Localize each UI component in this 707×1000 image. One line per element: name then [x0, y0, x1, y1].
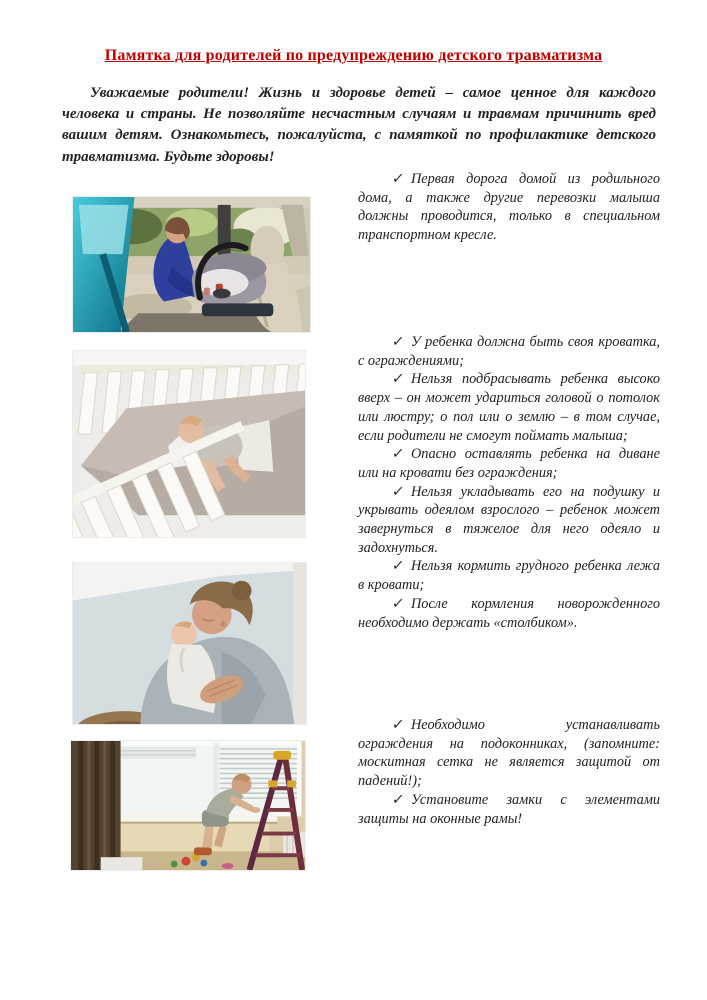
- bullet-text: Необходимо устанавливать ограждения на подоконниках, (запомните: москитная сетка не является защитой от падений!);: [358, 717, 660, 790]
- crib-illustration: [73, 351, 305, 537]
- bullet-item: [358, 791, 660, 828]
- check-icon: ✓: [390, 791, 406, 808]
- check-icon: ✓: [390, 334, 406, 350]
- window-danger-illustration: [71, 741, 305, 870]
- bullet-item: [358, 595, 660, 632]
- check-icon: ✓: [390, 446, 406, 463]
- bullet-text: Установите замки с элементами защиты на оконные рамы!: [358, 791, 660, 827]
- bullet-block-crib-safety: [358, 333, 660, 632]
- photo-baby-car-seat: [72, 196, 311, 333]
- bullet-text: Нельзя подбрасывать ребенка высоко вверх – он может удариться головой о потолок или люстру; о пол или о землю – в том случае, если родители не смогут поймать малыша;: [358, 371, 660, 444]
- bullet-text: Первая дорога домой из родильного дома, а также другие перевозки малыша должны проводится, только в специальном транспортном кресле.: [358, 171, 660, 244]
- bullet-text: У ребенка должна быть своя кроватка, с ограждениями;: [358, 334, 660, 369]
- bullet-item: [358, 170, 660, 245]
- bullet-block-transport: [358, 170, 660, 245]
- photo-child-on-windowsill: [70, 740, 306, 871]
- bullet-item: [358, 333, 660, 370]
- check-icon: ✓: [390, 717, 406, 733]
- bullet-item: [358, 716, 660, 791]
- bullet-text: Опасно оставлять ребенка на диване или на кровати без ограждения;: [358, 446, 660, 481]
- check-icon: ✓: [390, 558, 406, 575]
- mother-baby-illustration: [73, 563, 306, 724]
- bullet-item: [358, 370, 660, 445]
- check-icon: ✓: [390, 483, 406, 500]
- bullet-block-window-safety: [358, 716, 660, 828]
- bullet-text: Нельзя кормить грудного ребенка лежа в кровати;: [358, 558, 660, 594]
- check-icon: ✓: [390, 171, 406, 187]
- check-icon: ✓: [390, 371, 406, 388]
- car-seat-illustration: [73, 197, 310, 332]
- bullet-item: [358, 483, 660, 558]
- page-title: Памятка для родителей по предупреждению детского травматизма: [104, 47, 603, 64]
- photo-mother-holding-baby: [72, 562, 307, 725]
- bullet-item: [358, 445, 660, 482]
- intro-paragraph: Уважаемые родители! Жизнь и здоровье детей – самое ценное для каждого человека и страны. Не позволяйте несчастным случаям и травмам причинить вред вашим детям. Ознакомьтесь, пожалуйста, с памяткой по профилактике детского травматизма. Будьте здоровы!: [62, 85, 656, 165]
- photo-baby-in-crib: [72, 350, 306, 538]
- bullet-text: После кормления новорожденного необходимо держать «столбиком».: [358, 595, 660, 631]
- check-icon: ✓: [390, 595, 406, 612]
- bullet-text: Нельзя укладывать его на подушку и укрывать одеялом взрослого – ребенок может завернуться в тяжелое для него одеяло и задохнуться.: [358, 483, 660, 556]
- bullet-item: [358, 557, 660, 594]
